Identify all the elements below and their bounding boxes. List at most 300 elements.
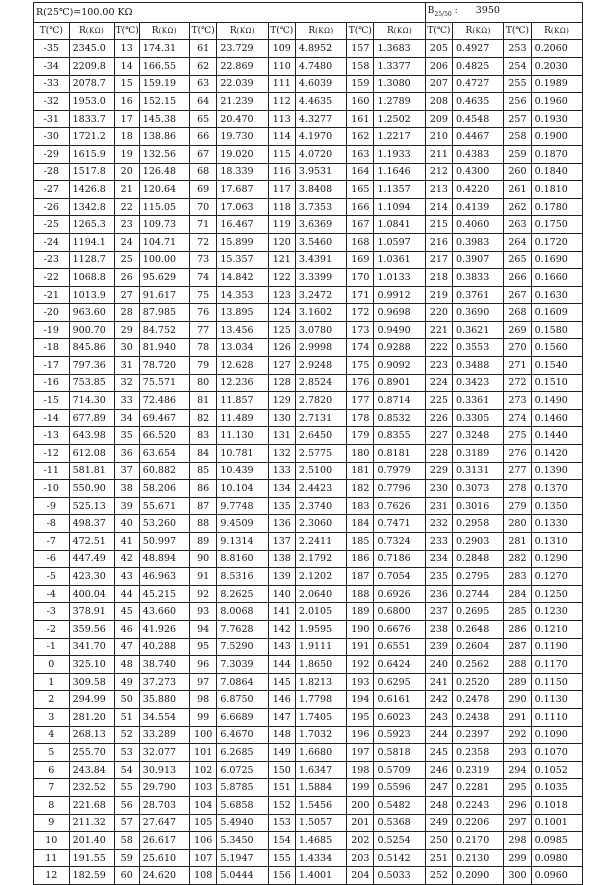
resistance-cell: 0.3423 — [453, 374, 504, 392]
resistance-cell: 18.339 — [217, 163, 268, 181]
temperature-cell: 130 — [268, 409, 295, 427]
temperature-cell: 175 — [347, 357, 374, 375]
table-row — [34, 251, 583, 269]
temperature-cell: 42 — [114, 550, 139, 568]
resistance-cell: 6.6689 — [217, 708, 268, 726]
temperature-cell: 56 — [114, 796, 139, 814]
resistance-cell: 9.1314 — [217, 533, 268, 551]
temperature-cell: 59 — [114, 849, 139, 867]
resistance-cell: 0.2397 — [453, 726, 504, 744]
resistance-cell: 2.3740 — [295, 497, 346, 515]
temperature-cell: 221 — [425, 321, 452, 339]
temperature-cell: -18 — [34, 339, 70, 357]
temperature-cell: 268 — [504, 304, 531, 322]
temperature-cell: 64 — [190, 93, 217, 111]
resistance-cell: 20.470 — [217, 110, 268, 128]
resistance-cell: 581.81 — [69, 462, 114, 480]
resistance-cell: 0.3690 — [453, 304, 504, 322]
temperature-cell: 282 — [504, 550, 531, 568]
temperature-cell: 107 — [190, 849, 217, 867]
resistance-cell: 0.5254 — [374, 832, 425, 850]
resistance-cell: 100.00 — [139, 251, 189, 269]
temperature-cell: 105 — [190, 814, 217, 832]
temperature-cell: 72 — [190, 233, 217, 251]
resistance-cell: 0.1750 — [531, 216, 582, 234]
resistance-cell: 1342.8 — [69, 198, 114, 216]
resistance-cell: 2.2411 — [295, 533, 346, 551]
temperature-cell: 208 — [425, 93, 452, 111]
resistance-cell: 0.4927 — [453, 40, 504, 58]
resistance-cell: 0.6424 — [374, 656, 425, 674]
temperature-cell: 189 — [347, 603, 374, 621]
table-row — [34, 427, 583, 445]
temperature-cell: 153 — [268, 814, 295, 832]
resistance-cell: 58.206 — [139, 480, 189, 498]
temperature-cell: 300 — [504, 867, 531, 885]
resistance-symbol: R — [544, 25, 551, 36]
temperature-cell: -16 — [34, 374, 70, 392]
b-colon: : — [454, 6, 458, 16]
resistance-cell: 191.55 — [69, 849, 114, 867]
resistance-cell: 1194.1 — [69, 233, 114, 251]
table-row — [34, 814, 583, 832]
table-row — [34, 867, 583, 885]
resistance-cell: 23.729 — [217, 40, 268, 58]
resistance-cell: 0.5142 — [374, 849, 425, 867]
temperature-cell: 76 — [190, 304, 217, 322]
temperature-cell: 182 — [347, 480, 374, 498]
temperature-cell: 242 — [425, 691, 452, 709]
table-row — [34, 849, 583, 867]
temperature-cell: 102 — [190, 761, 217, 779]
temperature-cell: 131 — [268, 427, 295, 445]
resistance-cell: 22.039 — [217, 75, 268, 93]
resistance-cell: 145.38 — [139, 110, 189, 128]
temperature-cell: 264 — [504, 233, 531, 251]
resistance-cell: 0.1150 — [531, 673, 582, 691]
resistance-symbol: R — [151, 25, 159, 36]
temperature-cell: 181 — [347, 462, 374, 480]
resistance-cell: 8.0068 — [217, 603, 268, 621]
table-row — [34, 321, 583, 339]
resistance-cell: 0.0960 — [531, 867, 582, 885]
temperature-cell: 61 — [190, 40, 217, 58]
temperature-cell: 111 — [268, 75, 295, 93]
temperature-cell: 262 — [504, 198, 531, 216]
temperature-cell: -33 — [34, 75, 70, 93]
temperature-cell: 187 — [347, 568, 374, 586]
temperature-cell: 192 — [347, 656, 374, 674]
temperature-cell: 146 — [268, 691, 295, 709]
resistance-cell: 0.7979 — [374, 462, 425, 480]
resistance-cell: 3.6369 — [295, 216, 346, 234]
temperature-cell: 60 — [114, 867, 139, 885]
column-header-resistance — [139, 22, 189, 40]
temperature-cell: 218 — [425, 269, 452, 287]
resistance-cell: 268.13 — [69, 726, 114, 744]
temperature-cell: 161 — [347, 110, 374, 128]
temperature-cell: 298 — [504, 832, 531, 850]
resistance-cell: 0.3488 — [453, 357, 504, 375]
resistance-cell: 3.9531 — [295, 163, 346, 181]
temperature-cell: -24 — [34, 233, 70, 251]
resistance-cell: 32.077 — [139, 744, 189, 762]
temperature-cell: 201 — [347, 814, 374, 832]
temperature-cell: 5 — [34, 744, 70, 762]
resistance-cell: 1.3683 — [374, 40, 425, 58]
temperature-cell: 68 — [190, 163, 217, 181]
temperature-cell: 143 — [268, 638, 295, 656]
column-header-resistance — [531, 22, 582, 40]
temperature-cell: 227 — [425, 427, 452, 445]
temperature-cell: 249 — [425, 814, 452, 832]
resistance-symbol: R — [386, 25, 394, 36]
resistance-cell: 0.1440 — [531, 427, 582, 445]
resistance-cell: 13.895 — [217, 304, 268, 322]
temperature-cell: 115 — [268, 145, 295, 163]
table-row — [34, 533, 583, 551]
temperature-cell: 230 — [425, 480, 452, 498]
table-row — [34, 216, 583, 234]
resistance-cell: 0.1630 — [531, 286, 582, 304]
resistance-cell: 0.1580 — [531, 321, 582, 339]
temperature-cell: 270 — [504, 339, 531, 357]
temperature-cell: 134 — [268, 480, 295, 498]
temperature-cell: 269 — [504, 321, 531, 339]
temperature-cell: 119 — [268, 216, 295, 234]
temperature-cell: 276 — [504, 445, 531, 463]
resistance-unit: (KΩ) — [85, 26, 105, 35]
resistance-cell: 0.5923 — [374, 726, 425, 744]
resistance-cell: 0.1210 — [531, 620, 582, 638]
temperature-cell: 73 — [190, 251, 217, 269]
temperature-cell: 209 — [425, 110, 452, 128]
resistance-cell: 1.9111 — [295, 638, 346, 656]
temperature-cell: 284 — [504, 585, 531, 603]
temperature-cell: 122 — [268, 269, 295, 287]
resistance-cell: 46.963 — [139, 568, 189, 586]
temperature-cell: 184 — [347, 515, 374, 533]
temperature-cell: 126 — [268, 339, 295, 357]
resistance-cell: 359.56 — [69, 620, 114, 638]
temperature-cell: 108 — [190, 867, 217, 885]
temperature-cell: 9 — [34, 814, 70, 832]
table-row — [34, 638, 583, 656]
resistance-cell: 0.2478 — [453, 691, 504, 709]
resistance-cell: 11.130 — [217, 427, 268, 445]
b-constant-value: 3950 — [475, 5, 500, 16]
resistance-cell: 0.2520 — [453, 673, 504, 691]
temperature-cell: -21 — [34, 286, 70, 304]
temperature-cell: 235 — [425, 568, 452, 586]
temperature-cell: -35 — [34, 40, 70, 58]
temperature-cell: 39 — [114, 497, 139, 515]
temperature-cell: 83 — [190, 427, 217, 445]
resistance-cell: 0.1490 — [531, 392, 582, 410]
resistance-cell: 0.2958 — [453, 515, 504, 533]
temperature-cell: 259 — [504, 145, 531, 163]
resistance-cell: 19.730 — [217, 128, 268, 146]
column-header-resistance — [453, 22, 504, 40]
temperature-cell: 17 — [114, 110, 139, 128]
temperature-cell: 213 — [425, 181, 452, 199]
temperature-cell: 185 — [347, 533, 374, 551]
resistance-cell: 10.104 — [217, 480, 268, 498]
resistance-cell: 25.610 — [139, 849, 189, 867]
resistance-cell: 1.1094 — [374, 198, 425, 216]
resistance-cell: 1.0841 — [374, 216, 425, 234]
temperature-cell: 113 — [268, 110, 295, 128]
resistance-cell: 109.73 — [139, 216, 189, 234]
resistance-unit: (KΩ) — [393, 26, 413, 35]
resistance-cell: 30.913 — [139, 761, 189, 779]
resistance-cell: 423.30 — [69, 568, 114, 586]
temperature-cell: 89 — [190, 533, 217, 551]
temperature-cell: 37 — [114, 462, 139, 480]
temperature-cell: 292 — [504, 726, 531, 744]
temperature-cell: 200 — [347, 796, 374, 814]
temperature-cell: 244 — [425, 726, 452, 744]
resistance-cell: 84.752 — [139, 321, 189, 339]
column-header-temp: T(℃) — [114, 22, 139, 40]
resistance-cell: 3.7353 — [295, 198, 346, 216]
resistance-cell: 5.8785 — [217, 779, 268, 797]
temperature-cell: 191 — [347, 638, 374, 656]
temperature-cell: 214 — [425, 198, 452, 216]
resistance-cell: 120.64 — [139, 181, 189, 199]
resistance-cell: 1.8213 — [295, 673, 346, 691]
b-symbol: B — [427, 6, 435, 16]
temperature-cell: -12 — [34, 445, 70, 463]
temperature-cell: -31 — [34, 110, 70, 128]
resistance-cell: 294.99 — [69, 691, 114, 709]
resistance-cell: 2.5775 — [295, 445, 346, 463]
resistance-cell: 1.0361 — [374, 251, 425, 269]
temperature-cell: 237 — [425, 603, 452, 621]
resistance-cell: 12.236 — [217, 374, 268, 392]
resistance-cell: 0.2648 — [453, 620, 504, 638]
resistance-cell: 4.6039 — [295, 75, 346, 93]
resistance-cell: 0.0985 — [531, 832, 582, 850]
resistance-cell: 37.273 — [139, 673, 189, 691]
resistance-cell: 0.7796 — [374, 480, 425, 498]
temperature-cell: 154 — [268, 832, 295, 850]
temperature-cell: 79 — [190, 357, 217, 375]
resistance-cell: 11.857 — [217, 392, 268, 410]
temperature-cell: 256 — [504, 93, 531, 111]
temperature-cell: 93 — [190, 603, 217, 621]
resistance-cell: 14.842 — [217, 269, 268, 287]
resistance-cell: 1068.8 — [69, 269, 114, 287]
resistance-table — [33, 2, 583, 885]
temperature-cell: 157 — [347, 40, 374, 58]
resistance-cell: 0.2130 — [453, 849, 504, 867]
resistance-cell: 0.1690 — [531, 251, 582, 269]
resistance-cell: 0.1810 — [531, 181, 582, 199]
temperature-cell: -17 — [34, 357, 70, 375]
temperature-cell: -9 — [34, 497, 70, 515]
thermistor-table-sheet — [33, 2, 583, 882]
resistance-cell: 677.89 — [69, 409, 114, 427]
resistance-cell: 612.08 — [69, 445, 114, 463]
resistance-cell: 472.51 — [69, 533, 114, 551]
resistance-cell: 0.1960 — [531, 93, 582, 111]
resistance-unit: (KΩ) — [315, 26, 334, 35]
resistance-cell: 6.2685 — [217, 744, 268, 762]
temperature-cell: 0 — [34, 656, 70, 674]
table-row — [34, 233, 583, 251]
resistance-cell: 281.20 — [69, 708, 114, 726]
temperature-cell: 30 — [114, 339, 139, 357]
temperature-cell: 99 — [190, 708, 217, 726]
resistance-cell: 0.5709 — [374, 761, 425, 779]
resistance-cell: 1.5456 — [295, 796, 346, 814]
temperature-cell: 15 — [114, 75, 139, 93]
temperature-cell: 97 — [190, 673, 217, 691]
temperature-cell: 253 — [504, 40, 531, 58]
resistance-cell: 0.8181 — [374, 445, 425, 463]
resistance-cell: 1.4001 — [295, 867, 346, 885]
temperature-cell: 45 — [114, 603, 139, 621]
resistance-unit: (KΩ) — [236, 26, 256, 35]
resistance-cell: 7.0864 — [217, 673, 268, 691]
temperature-cell: -30 — [34, 128, 70, 146]
resistance-cell: 0.4727 — [453, 75, 504, 93]
temperature-cell: -10 — [34, 480, 70, 498]
temperature-cell: -25 — [34, 216, 70, 234]
table-row — [34, 269, 583, 287]
resistance-cell: 0.1270 — [531, 568, 582, 586]
temperature-cell: 203 — [347, 849, 374, 867]
resistance-cell: 3.2472 — [295, 286, 346, 304]
resistance-cell: 7.7628 — [217, 620, 268, 638]
temperature-cell: 98 — [190, 691, 217, 709]
resistance-cell: 0.6800 — [374, 603, 425, 621]
table-row — [34, 480, 583, 498]
resistance-cell: 2.9248 — [295, 357, 346, 375]
temperature-cell: 141 — [268, 603, 295, 621]
resistance-cell: 0.1290 — [531, 550, 582, 568]
table-row — [34, 75, 583, 93]
resistance-cell: 45.215 — [139, 585, 189, 603]
resistance-cell: 0.1190 — [531, 638, 582, 656]
resistance-cell: 0.1018 — [531, 796, 582, 814]
table-row — [34, 779, 583, 797]
resistance-cell: 0.3016 — [453, 497, 504, 515]
temperature-cell: -23 — [34, 251, 70, 269]
temperature-cell: 65 — [190, 110, 217, 128]
resistance-cell: 845.86 — [69, 339, 114, 357]
temperature-cell: 133 — [268, 462, 295, 480]
temperature-cell: 224 — [425, 374, 452, 392]
temperature-cell: 24 — [114, 233, 139, 251]
resistance-cell: 50.997 — [139, 533, 189, 551]
resistance-cell: 3.4391 — [295, 251, 346, 269]
temperature-cell: 164 — [347, 163, 374, 181]
resistance-cell: 9.7748 — [217, 497, 268, 515]
temperature-cell: 236 — [425, 585, 452, 603]
temperature-cell: 279 — [504, 497, 531, 515]
resistance-cell: 43.660 — [139, 603, 189, 621]
temperature-cell: 27 — [114, 286, 139, 304]
temperature-cell: 82 — [190, 409, 217, 427]
resistance-cell: 0.1870 — [531, 145, 582, 163]
temperature-cell: -27 — [34, 181, 70, 199]
temperature-cell: 295 — [504, 779, 531, 797]
resistance-cell: 2.8524 — [295, 374, 346, 392]
temperature-cell: 166 — [347, 198, 374, 216]
temperature-cell: 137 — [268, 533, 295, 551]
temperature-cell: 167 — [347, 216, 374, 234]
temperature-cell: 23 — [114, 216, 139, 234]
resistance-cell: 1.5884 — [295, 779, 346, 797]
temperature-cell: 33 — [114, 392, 139, 410]
table-row — [34, 515, 583, 533]
resistance-cell: 0.7471 — [374, 515, 425, 533]
temperature-cell: 124 — [268, 304, 295, 322]
temperature-cell: 176 — [347, 374, 374, 392]
resistance-cell: 5.1947 — [217, 849, 268, 867]
resistance-cell: 0.1230 — [531, 603, 582, 621]
resistance-cell: 5.3450 — [217, 832, 268, 850]
temperature-cell: 41 — [114, 533, 139, 551]
temperature-cell: 19 — [114, 145, 139, 163]
temperature-cell: 289 — [504, 673, 531, 691]
resistance-cell: 60.882 — [139, 462, 189, 480]
temperature-cell: 75 — [190, 286, 217, 304]
resistance-cell: 753.85 — [69, 374, 114, 392]
resistance-cell: 1.2789 — [374, 93, 425, 111]
temperature-cell: 160 — [347, 93, 374, 111]
table-row — [34, 57, 583, 75]
temperature-cell: 109 — [268, 40, 295, 58]
resistance-cell: 132.56 — [139, 145, 189, 163]
temperature-cell: -28 — [34, 163, 70, 181]
table-row — [34, 374, 583, 392]
resistance-cell: 0.1310 — [531, 533, 582, 551]
resistance-cell: 8.8160 — [217, 550, 268, 568]
resistance-cell: 166.55 — [139, 57, 189, 75]
table-row — [34, 761, 583, 779]
table-body — [34, 40, 583, 885]
resistance-cell: 2.9998 — [295, 339, 346, 357]
temperature-cell: 162 — [347, 128, 374, 146]
resistance-cell: 0.4635 — [453, 93, 504, 111]
temperature-cell: 223 — [425, 357, 452, 375]
table-row — [34, 110, 583, 128]
resistance-cell: 0.1052 — [531, 761, 582, 779]
temperature-cell: 297 — [504, 814, 531, 832]
resistance-cell: 14.353 — [217, 286, 268, 304]
temperature-cell: 25 — [114, 251, 139, 269]
resistance-cell: 159.19 — [139, 75, 189, 93]
resistance-cell: 24.620 — [139, 867, 189, 885]
resistance-cell: 0.2170 — [453, 832, 504, 850]
temperature-cell: 168 — [347, 233, 374, 251]
temperature-cell: 38 — [114, 480, 139, 498]
temperature-cell: 261 — [504, 181, 531, 199]
temperature-cell: 170 — [347, 269, 374, 287]
temperature-cell: 239 — [425, 638, 452, 656]
temperature-cell: 275 — [504, 427, 531, 445]
table-row — [34, 357, 583, 375]
temperature-cell: 194 — [347, 691, 374, 709]
resistance-cell: 0.1330 — [531, 515, 582, 533]
resistance-cell: 0.7186 — [374, 550, 425, 568]
table-row — [34, 673, 583, 691]
temperature-cell: 52 — [114, 726, 139, 744]
temperature-cell: 271 — [504, 357, 531, 375]
